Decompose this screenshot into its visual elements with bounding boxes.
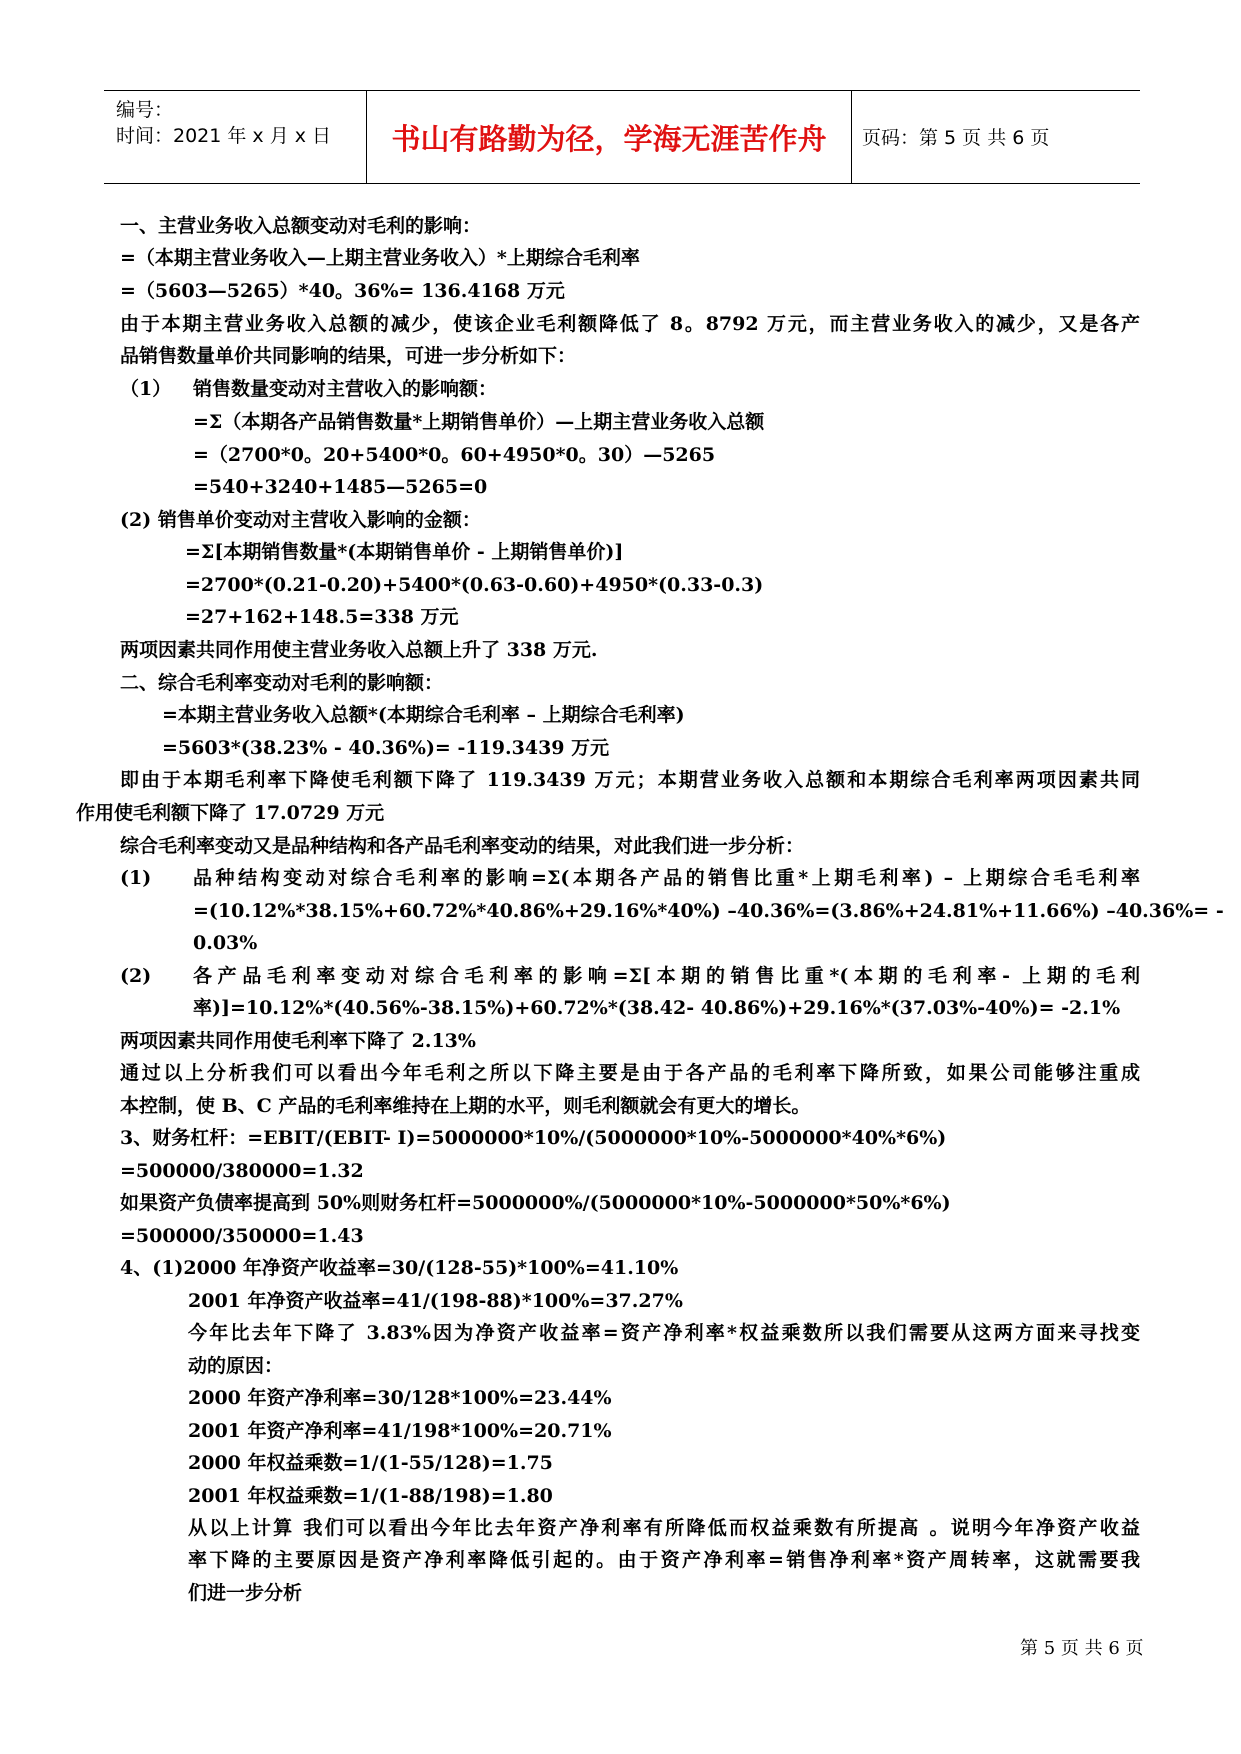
formula-line: =500000/380000=1.32 [120,1160,364,1182]
list-item-heading: 销售数量变动对主营收入的影响额： [193,378,498,400]
formula-line: =（本期主营业务收入—上期主营业务收入）*上期综合毛利率 [120,247,640,269]
header-page-cell [850,91,1140,183]
section-heading: 一、主营业务收入总额变动对毛利的影响： [120,215,482,237]
formula-line: =2700*(0.21-0.20)+5400*(0.63-0.60)+4950*(0.33-0.3) [185,574,764,596]
section-heading: 4、(1)2000 年净资产收益率=30/(128-55)*100%=41.10% [120,1257,679,1279]
paragraph-line: 由于本期主营业务收入总额的减少，使该企业毛利额降低了 8。8792 万元，而主营业务收入的减少，又是各产 [120,313,1140,335]
formula-line: 3、财务杠杆：=EBIT/(EBIT- I)=5000000*10%/(5000000*10%-5000000*40%*6%) [120,1127,947,1149]
paragraph-line: 今年比去年下降了 3.83%因为净资产收益率=资产净利率*权益乘数所以我们需要从这两方面来寻找变 [188,1322,1140,1344]
list-item-text: 各产品毛利率变动对综合毛利率的影响=Σ[本期的销售比重*(本期的毛利率- 上期的毛利 [193,965,1140,987]
list-marker: (1) [120,867,152,889]
formula-line: 2000 年权益乘数=1/(1-55/128)=1.75 [188,1452,553,1474]
formula-line: =Σ[本期销售数量*(本期销售单价 - 上期销售单价)] [185,541,624,563]
list-item-text: 品种结构变动对综合毛利率的影响=Σ(本期各产品的销售比重*上期毛利率) – 上期综合毛毛利率 [193,867,1140,889]
header-motto-cell [366,91,852,183]
list-marker: （1） [120,378,172,400]
formula-line: =本期主营业务收入总额*(本期综合毛利率 – 上期综合毛利率) [162,704,685,726]
formula-line: 2001 年权益乘数=1/(1-88/198)=1.80 [188,1485,553,1507]
paragraph-line: 动的原因： [188,1355,284,1377]
formula-line: =（2700*0。20+5400*0。60+4950*0。30）—5265 [193,444,716,466]
list-item-heading: (2) 销售单价变动对主营收入影响的金额： [120,509,481,531]
document-time: 时间：2021 年 x 月 x 日 [116,125,332,147]
formula-line: =500000/350000=1.43 [120,1225,364,1247]
paragraph-line: 率下降的主要原因是资产净利率降低引起的。由于资产净利率=销售净利率*资产周转率，这就需要我 [188,1549,1140,1571]
formula-line: =Σ（本期各产品销售数量*上期销售单价）—上期主营业务收入总额 [193,411,765,433]
header-page-number: 页码：第 5 页 共 6 页 [862,127,1050,149]
paragraph-line: 两项因素共同作用使主营业务收入总额上升了 338 万元. [120,639,598,661]
paragraph-line: 们进一步分析 [188,1582,303,1604]
list-item-text: 0.03% [193,932,258,954]
list-marker: (2) [120,965,152,987]
formula-line: =540+3240+1485—5265=0 [193,476,488,498]
list-item-text: =(10.12%*38.15%+60.72%*40.86%+29.16%*40%) –40.36%=(3.86%+24.81%+11.66%) –40.36%= - [193,900,1224,922]
formula-line: =5603*(38.23% - 40.36%)= -119.3439 万元 [162,737,610,759]
formula-line: 2001 年净资产收益率=41/(198-88)*100%=37.27% [188,1290,683,1312]
section-heading: 二、综合毛利率变动对毛利的影响额： [120,672,444,694]
page-footer: 第 5 页 共 6 页 [1020,1638,1144,1659]
paragraph-line: 即由于本期毛利率下降使毛利额下降了 119.3439 万元；本期营业务收入总额和本期综合毛利率两项因素共同 [120,769,1140,791]
paragraph-line: 从以上计算 我们可以看出今年比去年资产净利率有所降低而权益乘数有所提高 。说明今年净资产收益 [188,1517,1140,1539]
header-motto: 书山有路勤为径，学海无涯苦作舟 [391,122,827,156]
formula-line: =（5603—5265）*40。36%= 136.4168 万元 [120,280,565,302]
paragraph-line: 综合毛利率变动又是品种结构和各产品毛利率变动的结果，对此我们进一步分析： [120,835,805,857]
paragraph-line: 两项因素共同作用使毛利率下降了 2.13% [120,1030,476,1052]
list-item-text: 率)]=10.12%*(40.56%-38.15%)+60.72%*(38.42- 40.86%)+29.16%*(37.03%-40%)= -2.1% [193,997,1121,1019]
formula-line: 2001 年资产净利率=41/198*100%=20.71% [188,1420,612,1442]
page-header [104,90,1140,184]
document-number-label: 编号： [116,99,174,121]
formula-line: 如果资产负债率提高到 50%则财务杠杆=5000000%/(5000000*10%-5000000*50%*6%) [120,1192,951,1214]
paragraph-line: 通过以上分析我们可以看出今年毛利之所以下降主要是由于各产品的毛利率下降所致，如果公司能够注重成 [120,1062,1140,1084]
paragraph-line: 品销售数量单价共同影响的结果，可进一步分析如下： [120,345,577,367]
formula-line: =27+162+148.5=338 万元 [185,606,459,628]
formula-line: 2000 年资产净利率=30/128*100%=23.44% [188,1387,612,1409]
paragraph-line: 作用使毛利额下降了 17.0729 万元 [76,802,385,824]
paragraph-line: 本控制，使 B、C 产品的毛利率维持在上期的水平，则毛利额就会有更大的增长。 [120,1095,811,1117]
header-left-cell [104,91,364,183]
